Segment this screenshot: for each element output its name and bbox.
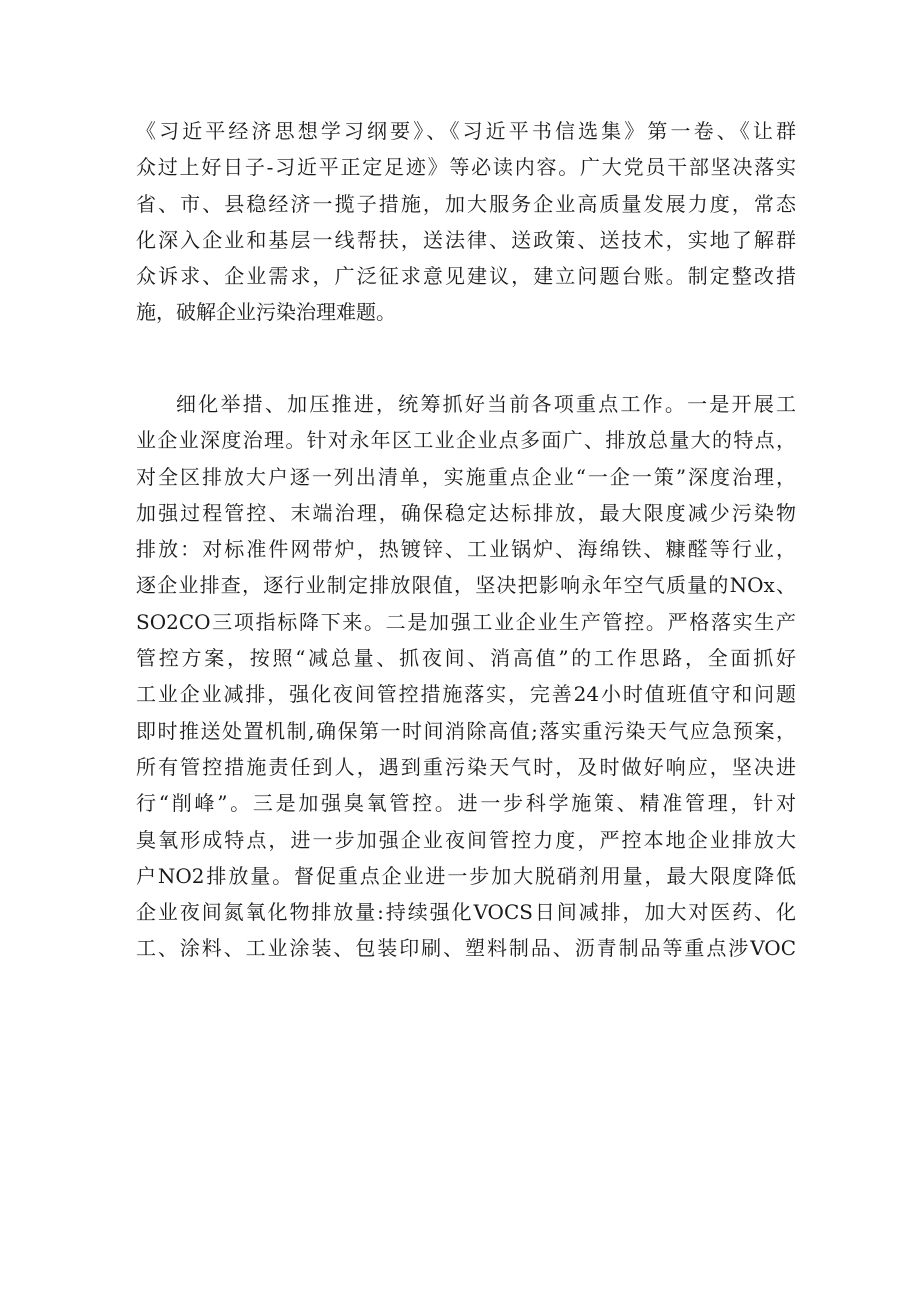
text-line: 业企业深度治理。针对永年区工业企业点多面广、排放总量大的特点， — [136, 428, 796, 453]
text-line: 户NO2排放量。督促重点企业进一步加大脱硝剂用量，最大限度降低 — [136, 863, 796, 888]
text-line: 逐企业排查，逐行业制定排放限值，坚决把影响永年空气质量的NOx、 — [136, 573, 796, 598]
text-line: 众诉求、企业需求，广泛征求意见建议，建立问题台账。制定整改措 — [136, 264, 796, 289]
text-line: 对全区排放大户逐一列出清单，实施重点企业“一企一策”深度治理， — [136, 464, 796, 489]
text-line: 臭氧形成特点，进一步加强企业夜间管控力度，严控本地企业排放大 — [136, 827, 796, 852]
text-line: 《习近平经济思想学习纲要》、《习近平书信选集》第一卷、《让群 — [136, 119, 796, 143]
paragraph-2 — [136, 386, 796, 967]
text-line: SO2CO三项指标降下来。二是加强工业企业生产管控。严格落实生产 — [136, 609, 796, 634]
text-line: 工、涂料、工业涂装、包装印刷、塑料制品、沥青制品等重点涉VOC — [136, 936, 796, 961]
text-line: 行“削峰”。三是加强臭氧管控。进一步科学施策、精准管理，针对 — [136, 791, 796, 816]
text-line: 加强过程管控、末端治理，确保稳定达标排放，最大限度减少污染物 — [136, 500, 796, 525]
text-line: 工业企业减排，强化夜间管控措施落实，完善24小时值班值守和问题 — [136, 682, 796, 707]
text-line: 施，破解企业污染治理难题。 — [136, 300, 396, 325]
text-line: 企业夜间氮氧化物排放量:持续强化VOCS日间减排，加大对医药、化 — [136, 900, 796, 925]
text-line: 排放：对标准件网带炉，热镀锌、工业锅炉、海绵铁、糠醛等行业， — [136, 537, 796, 562]
text-line: 细化举措、加压推进，统筹抓好当前各项重点工作。一是开展工 — [176, 392, 796, 416]
text-line: 所有管控措施责任到人，遇到重污染天气时，及时做好响应，坚决进 — [136, 754, 796, 779]
text-line: 众过上好日子-习近平正定足迹》等必读内容。广大党员干部坚决落实 — [136, 155, 796, 180]
text-line: 省、市、县稳经济一揽子措施，加大服务企业高质量发展力度，常态 — [136, 191, 796, 216]
text-line: 管控方案，按照“减总量、抓夜间、消高值”的工作思路，全面抓好 — [136, 646, 796, 671]
paragraph-1 — [136, 113, 796, 331]
text-line: 化深入企业和基层一线帮扶，送法律、送政策、送技术，实地了解群 — [136, 227, 796, 252]
text-line: 即时推送处置机制,确保第一时间消除高值;落实重污染天气应急预案， — [136, 718, 796, 743]
